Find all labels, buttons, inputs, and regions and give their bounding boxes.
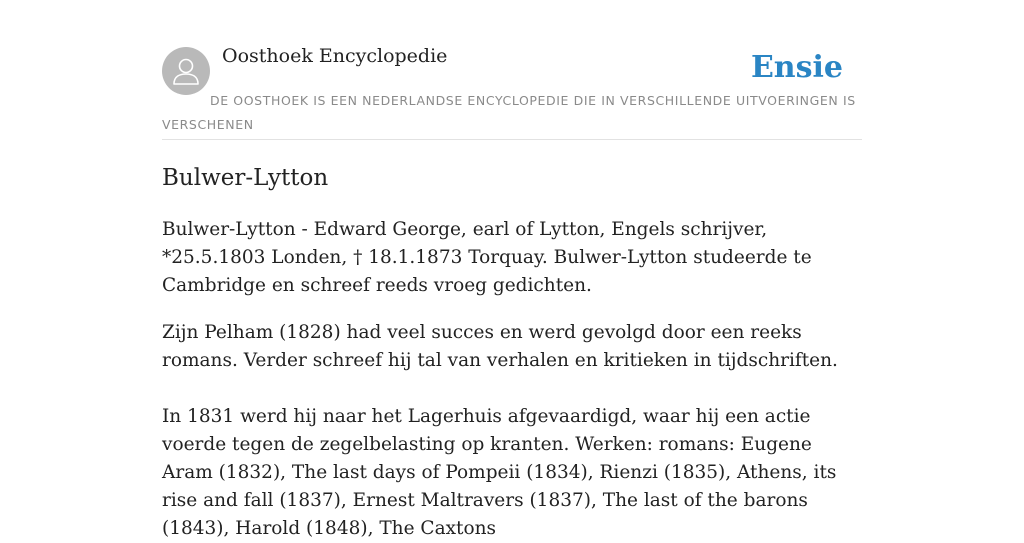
user-avatar-icon[interactable] — [162, 47, 210, 95]
ensie-logo-link[interactable]: Ensie — [750, 50, 843, 85]
site-subtitle: DE OOSTHOEK IS EEN NEDERLANDSE ENCYCLOPEDIE DIE IN VERSCHILLENDE UITVOERINGEN IS VERSCHENEN — [162, 93, 856, 132]
article-paragraph: Bulwer-Lytton - Edward George, earl of Lytton, Engels schrijver, *25.5.1803 Londen, † 18.1.1873 Torquay. Bulwer-Lytton studeerde te Cambridge en schreef reeds vroeg gedichten. — [162, 219, 812, 296]
article-title: Bulwer-Lytton — [162, 165, 329, 191]
site-name-link[interactable]: Oosthoek Encyclopedie — [222, 45, 448, 67]
article-paragraph: In 1831 werd hij naar het Lagerhuis afgevaardigd, waar hij een actie voerde tegen de zegelbelasting op kranten. Werken: romans: Eugene Aram (1832), The last days of Pompeii (1834), Rienzi (1835), Athens, its rise and fall (1837), Ernest Maltravers (1837), The last of the barons (1843), Harold (1848), The Caxtons — [162, 406, 837, 539]
site-header — [162, 0, 862, 140]
article-paragraph: Zijn Pelham (1828) had veel succes en werd gevolgd door een reeks romans. Verder schreef hij tal van verhalen en kritieken in tijdschriften. — [162, 322, 838, 371]
article-content — [162, 160, 862, 543]
